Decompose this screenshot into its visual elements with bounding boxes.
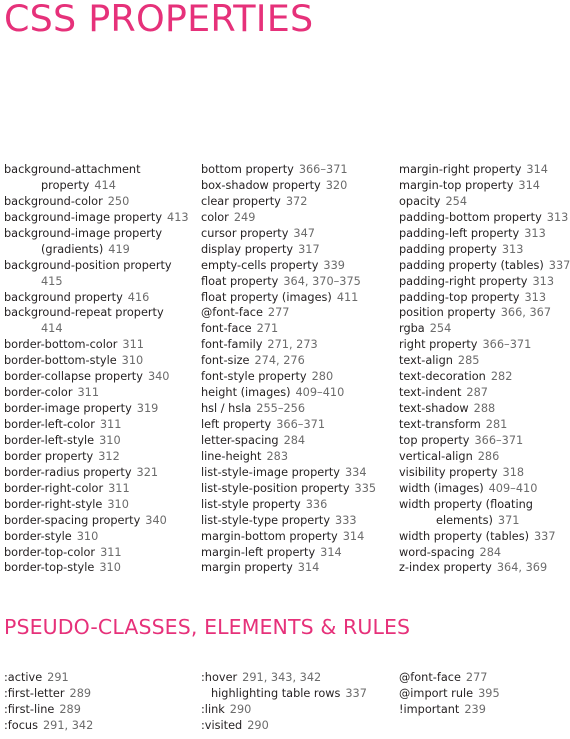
index-entry (4, 545, 189, 561)
index-entry (399, 162, 570, 178)
page-ref: 311 (122, 338, 144, 352)
index-entry (201, 449, 376, 465)
index-entry (4, 337, 189, 353)
index-term: border-right-color (4, 481, 104, 495)
page-ref: 249 (233, 210, 256, 224)
index-entry (4, 258, 189, 274)
index-entry (4, 353, 189, 369)
index-entry (399, 670, 500, 686)
page-ref: 254 (445, 194, 468, 208)
index-term: border-bottom-style (4, 354, 117, 368)
index-entry (4, 210, 189, 226)
page-ref: 333 (335, 513, 357, 527)
page-ref: 314 (320, 545, 342, 559)
index-column-2 (201, 162, 376, 576)
index-term: background-image property (4, 210, 163, 224)
index-entry (201, 465, 376, 481)
index-entry (4, 433, 189, 449)
index-term: border-collapse property (4, 370, 143, 384)
index-entry (4, 497, 189, 513)
index-term: width property (tables) (399, 529, 529, 543)
page-ref: 340 (147, 370, 170, 384)
index-term: !important (399, 703, 460, 717)
index-entry (399, 385, 570, 401)
index-term: font-size (201, 354, 250, 368)
page-ref: 250 (107, 194, 130, 208)
index-entry (399, 401, 570, 417)
index-entry (4, 702, 93, 718)
page-ref: 291 (47, 671, 69, 684)
page-ref: 419 (108, 242, 130, 256)
index-term: font-face (201, 322, 252, 336)
index-term: background-repeat property (4, 306, 164, 320)
index-entry (4, 670, 93, 686)
index-entry (399, 178, 570, 194)
index-term: :visited (201, 719, 243, 733)
index-entry (4, 290, 189, 306)
index-entry (201, 290, 376, 306)
index-entry (201, 545, 376, 561)
pseudo-column-2 (201, 670, 367, 734)
index-entry (4, 305, 189, 321)
index-term: font-style property (201, 370, 307, 384)
index-term: border-color (4, 386, 73, 400)
page-ref: 411 (336, 290, 359, 304)
index-term: text-transform (399, 418, 481, 431)
index-entry (399, 449, 570, 465)
index-entry (201, 242, 376, 258)
index-entry (4, 385, 189, 401)
index-entry (201, 718, 367, 734)
page-ref: 413 (167, 210, 189, 224)
index-term: border-top-style (4, 561, 95, 575)
index-entry (4, 481, 189, 497)
index-term: border property (4, 449, 94, 463)
index-entry (201, 497, 376, 513)
index-entry (399, 321, 570, 337)
index-entry (201, 670, 367, 686)
index-term: border-image property (4, 402, 132, 416)
page-ref: 277 (267, 306, 290, 320)
index-entry (201, 274, 376, 290)
index-entry (201, 433, 376, 449)
page-ref: 319 (136, 402, 159, 416)
index-entry (4, 274, 189, 290)
page-ref: 290 (247, 719, 269, 733)
index-entry (399, 497, 570, 513)
page-ref: 335 (354, 481, 377, 495)
index-entry (201, 529, 376, 545)
index-term: color (201, 210, 229, 224)
index-term: width (images) (399, 481, 484, 495)
index-term: border-left-color (4, 418, 95, 431)
index-term: border-spacing property (4, 513, 141, 527)
index-entry (4, 162, 189, 178)
index-entry (399, 686, 500, 702)
index-entry (201, 702, 367, 718)
page-ref: 337 (534, 529, 556, 543)
index-entry (201, 369, 376, 385)
index-term: list-style-image property (201, 465, 340, 479)
page-ref: 339 (323, 258, 345, 272)
page-ref: 409–410 (295, 386, 345, 400)
index-term: (gradients) (41, 242, 104, 256)
index-term: @import rule (399, 687, 474, 701)
index-entry (201, 686, 367, 702)
page-ref: 288 (473, 402, 496, 416)
index-entry (201, 210, 376, 226)
index-term: height (images) (201, 386, 291, 400)
page-ref: 282 (490, 370, 513, 384)
index-term: margin-top property (399, 178, 514, 192)
page-ref: 366–371 (276, 418, 326, 431)
index-term: list-style-position property (201, 481, 350, 495)
index-term: text-decoration (399, 370, 486, 384)
page-ref: 283 (266, 449, 289, 463)
index-term: border-radius property (4, 465, 132, 479)
index-entry (201, 353, 376, 369)
page-ref: 291, 342 (42, 719, 94, 733)
section-heading-pseudo: PSEUDO-CLASSES, ELEMENTS & RULES (4, 615, 411, 639)
index-entry (201, 178, 376, 194)
index-term: :first-line (4, 703, 55, 717)
index-entry (399, 226, 570, 242)
index-entry (201, 321, 376, 337)
page-ref: 311 (99, 418, 122, 431)
index-term: @font-face (201, 306, 263, 320)
page-ref: 317 (298, 242, 320, 256)
page-ref: 318 (502, 465, 525, 479)
index-term: highlighting table rows (211, 687, 341, 701)
page-ref: 366–371 (482, 338, 532, 352)
index-entry (201, 258, 376, 274)
index-term: text-indent (399, 386, 462, 400)
index-term: background-attachment (4, 163, 141, 176)
index-entry (4, 686, 93, 702)
index-term: property (41, 178, 90, 192)
index-entry (399, 210, 570, 226)
index-entry (201, 401, 376, 417)
page-ref: 414 (94, 178, 116, 192)
page-ref: 314 (526, 163, 548, 176)
index-entry (201, 560, 376, 576)
index-term: background-image property (4, 226, 163, 240)
page-ref: 311 (77, 386, 100, 400)
page-ref: 347 (293, 226, 315, 240)
index-term: bottom property (201, 163, 294, 176)
index-term: float property (images) (201, 290, 332, 304)
page-ref: 334 (344, 465, 367, 479)
index-entry (201, 417, 376, 433)
page-ref: 284 (283, 433, 306, 447)
page-ref: 313 (524, 290, 547, 304)
index-term: rgba (399, 322, 425, 336)
page-ref: 415 (41, 274, 63, 288)
index-entry (4, 529, 189, 545)
index-term: background-color (4, 194, 103, 208)
index-entry (399, 369, 570, 385)
page-ref: 277 (465, 671, 488, 684)
index-term: cursor property (201, 226, 289, 240)
index-term: padding-left property (399, 226, 520, 240)
page-ref: 340 (145, 513, 167, 527)
page-ref: 337 (345, 687, 367, 701)
index-term: background property (4, 290, 123, 304)
index-entry (201, 162, 376, 178)
page-ref: 286 (477, 449, 500, 463)
index-entry (4, 194, 189, 210)
index-entry (4, 560, 189, 576)
index-term: z-index property (399, 561, 492, 575)
index-term: border-top-color (4, 545, 96, 559)
index-term: word-spacing (399, 545, 475, 559)
index-entry (399, 481, 570, 497)
page-ref: 321 (136, 465, 159, 479)
index-entry (4, 226, 189, 242)
page-ref: 409–410 (488, 481, 538, 495)
pseudo-column-1 (4, 670, 93, 734)
index-term: visibility property (399, 465, 498, 479)
page-ref: 310 (76, 529, 99, 543)
page-ref: 311 (108, 481, 130, 495)
index-entry (399, 305, 570, 321)
page-ref: 371 (497, 513, 520, 527)
page-ref: 366–371 (474, 433, 524, 447)
index-term: letter-spacing (201, 433, 279, 447)
page-ref: 274, 276 (254, 354, 305, 368)
index-term: margin-bottom property (201, 529, 338, 543)
index-term: :focus (4, 719, 38, 733)
index-term: @font-face (399, 671, 461, 684)
index-entry (399, 560, 570, 576)
index-entry (4, 513, 189, 529)
page-ref: 320 (325, 178, 348, 192)
page-ref: 337 (548, 258, 570, 272)
index-term: margin property (201, 561, 293, 575)
index-term: display property (201, 242, 294, 256)
page-ref: 310 (99, 433, 121, 447)
index-entry (201, 226, 376, 242)
index-entry (399, 274, 570, 290)
index-term: :link (201, 703, 225, 717)
index-entry (399, 353, 570, 369)
index-term: margin-right property (399, 163, 522, 176)
index-term: padding property (399, 242, 497, 256)
page-ref: 287 (466, 386, 488, 400)
index-column-1 (4, 162, 189, 576)
index-entry (4, 401, 189, 417)
page-ref: 290 (229, 703, 252, 717)
index-entry (399, 337, 570, 353)
page-ref: 313 (546, 210, 569, 224)
page-ref: 366, 367 (500, 306, 552, 320)
index-term: float property (201, 274, 279, 288)
page-ref: 313 (532, 274, 555, 288)
index-entry (399, 417, 570, 433)
index-entry (201, 481, 376, 497)
page-ref: 285 (457, 354, 480, 368)
index-entry (201, 337, 376, 353)
index-term: line-height (201, 449, 262, 463)
index-term: list-style property (201, 497, 301, 511)
index-term: text-shadow (399, 402, 469, 416)
index-term: elements) (436, 513, 493, 527)
index-term: padding-bottom property (399, 210, 542, 224)
page-ref: 314 (297, 561, 320, 575)
index-entry (4, 718, 93, 734)
index-term: left property (201, 418, 272, 431)
page-ref: 336 (305, 497, 328, 511)
index-term: border-bottom-color (4, 338, 118, 352)
page-ref: 310 (99, 561, 121, 575)
index-entry (201, 194, 376, 210)
page-ref: 313 (501, 242, 524, 256)
index-entry (399, 194, 570, 210)
page-ref: 312 (98, 449, 120, 463)
page-ref: 310 (107, 497, 129, 511)
index-entry (399, 465, 570, 481)
page-ref: 310 (121, 354, 144, 368)
page-title: CSS PROPERTIES (4, 0, 314, 40)
index-entry (4, 465, 189, 481)
page-ref: 280 (311, 370, 334, 384)
page-ref: 271 (256, 322, 279, 336)
index-entry (399, 433, 570, 449)
index-entry (4, 242, 189, 258)
index-entry (4, 321, 189, 337)
index-entry (4, 369, 189, 385)
index-term: right property (399, 338, 478, 352)
index-term: :hover (201, 671, 238, 684)
index-term: top property (399, 433, 470, 447)
index-entry (399, 513, 570, 529)
index-entry (399, 545, 570, 561)
index-term: background-position property (4, 258, 172, 272)
index-term: padding property (tables) (399, 258, 544, 272)
index-entry (201, 513, 376, 529)
index-entry (201, 385, 376, 401)
index-term: vertical-align (399, 449, 473, 463)
page-ref: 364, 370–375 (283, 274, 361, 288)
page-ref: 414 (41, 322, 63, 336)
index-term: box-shadow property (201, 178, 321, 192)
index-term: border-right-style (4, 497, 103, 511)
index-term: margin-left property (201, 545, 316, 559)
index-entry (201, 305, 376, 321)
page-ref: 366–371 (298, 163, 348, 176)
page-ref: 281 (485, 418, 508, 431)
index-entry (4, 178, 189, 194)
page-ref: 239 (464, 703, 486, 717)
index-term: empty-cells property (201, 258, 319, 272)
index-entry (4, 449, 189, 465)
index-term: font-family (201, 338, 263, 352)
index-entry (399, 290, 570, 306)
index-entry (4, 417, 189, 433)
index-term: list-style-type property (201, 513, 331, 527)
index-column-3 (399, 162, 570, 576)
pseudo-column-3 (399, 670, 500, 718)
page-ref: 313 (524, 226, 546, 240)
index-entry (399, 529, 570, 545)
index-term: border-style (4, 529, 72, 543)
page-ref: 271, 273 (267, 338, 318, 352)
index-term: :first-letter (4, 687, 65, 701)
page-ref: 416 (127, 290, 150, 304)
page-ref: 364, 369 (496, 561, 548, 575)
page-ref: 395 (478, 687, 500, 701)
index-term: opacity (399, 194, 441, 208)
index-term: padding-top property (399, 290, 520, 304)
page-ref: 311 (100, 545, 122, 559)
index-term: :active (4, 671, 43, 684)
index-term: clear property (201, 194, 281, 208)
index-entry (399, 242, 570, 258)
page-ref: 372 (285, 194, 308, 208)
page-ref: 291, 343, 342 (242, 671, 322, 684)
index-term: border-left-style (4, 433, 95, 447)
page-ref: 255–256 (256, 402, 306, 416)
index-term: position property (399, 306, 496, 320)
page-ref: 284 (479, 545, 502, 559)
page-ref: 289 (69, 687, 92, 701)
index-term: width property (floating (399, 497, 533, 511)
page-ref: 254 (429, 322, 452, 336)
index-term: text-align (399, 354, 453, 368)
index-term: hsl / hsla (201, 402, 252, 416)
index-term: padding-right property (399, 274, 528, 288)
index-entry (399, 702, 500, 718)
page-ref: 314 (342, 529, 365, 543)
page-ref: 289 (59, 703, 81, 717)
index-entry (399, 258, 570, 274)
page-ref: 314 (518, 178, 540, 192)
